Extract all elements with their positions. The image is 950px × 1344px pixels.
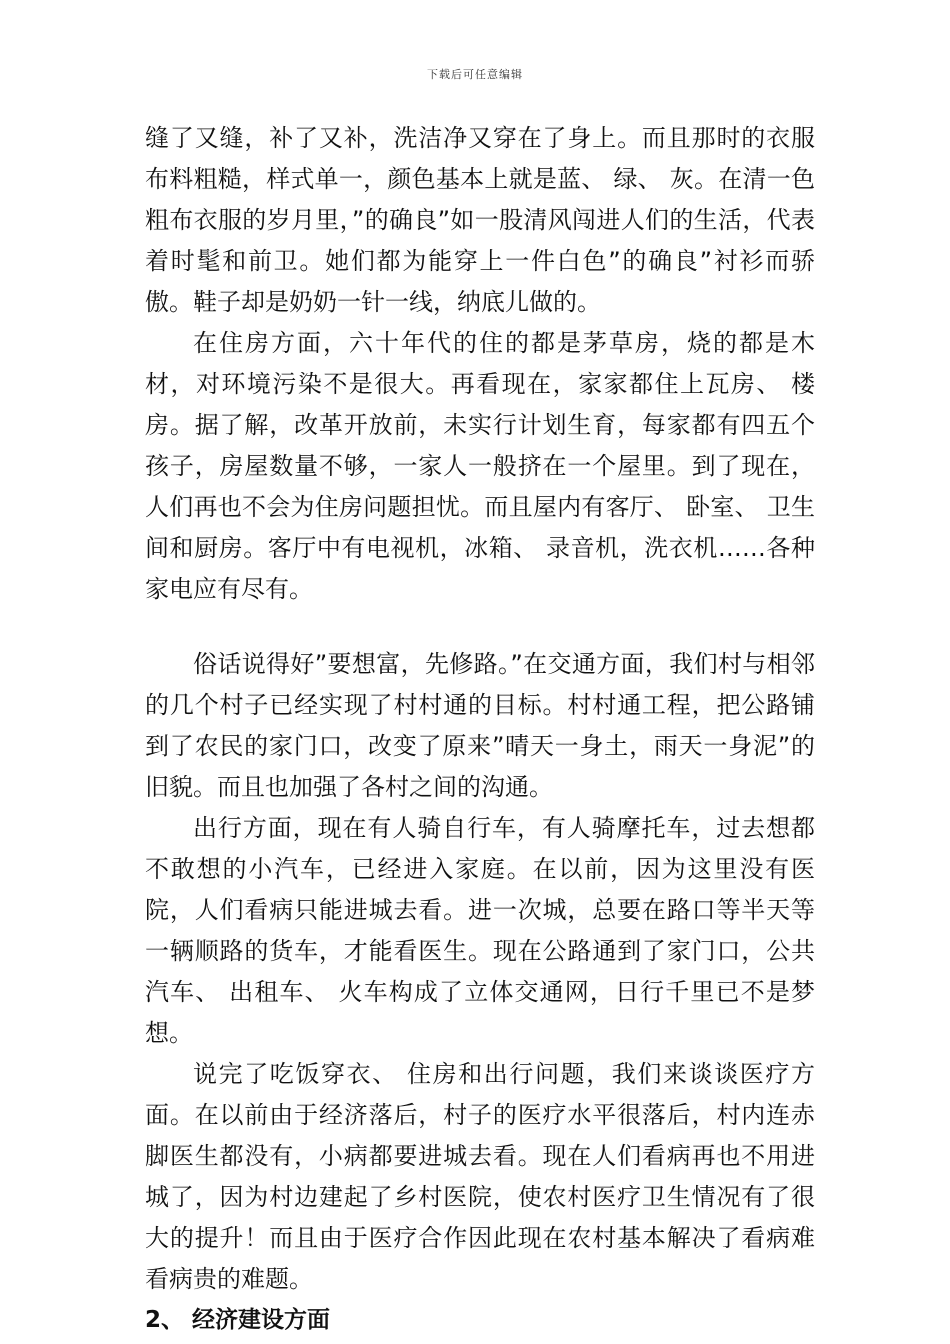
document-body [145,118,815,1341]
paragraph-housing: 在住房方面，六十年代的住的都是茅草房，烧的都是木材，对环境污染不是很大。再看现在，家家都住上瓦房、 楼房。据了解，改革开放前，未实行计划生育，每家都有四五个孩子，房屋数量不够，一家人一般挤在一个屋里。到了现在，人们再也不会为住房问题担忧。而且屋内有客厅、 卧室、 卫生间和厨房。客厅中有电视机，冰箱、 录音机，洗衣机……各种家电应有尽有。 [145,329,815,603]
paragraph-medical: 说完了吃饭穿衣、 住房和出行问题，我们来谈谈医疗方面。在以前由于经济落后，村子的医疗水平很落后，村内连赤脚医生都没有，小病都要进城去看。现在人们看病再也不用进城了，因为村边建起了乡村医院，使农村医疗卫生情况有了很大的提升！而且由于医疗合作因此现在农村基本解决了看病难看病贵的难题。 [145,1060,815,1293]
paragraph-clothing: 缝了又缝，补了又补，洗洁净又穿在了身上。而且那时的衣服布料粗糙，样式单一，颜色基本上就是蓝、 绿、 灰。在清一色粗布衣服的岁月里，”的确良”如一股清风闯进人们的生活，代表着时髦和前卫。她们都为能穿上一件白色”的确良”衬衫而骄傲。鞋子却是奶奶一针一线，纳底儿做的。 [145,124,815,316]
paragraph-transport: 俗话说得好”要想富，先修路。”在交通方面，我们村与相邻的几个村子已经实现了村村通的目标。村村通工程，把公路铺到了农民的家门口，改变了原来”晴天一身土，雨天一身泥”的旧貌。而且也加强了各村之间的沟通。 [145,650,815,801]
section-heading: 2、 经济建设方面 [145,1307,331,1333]
paragraph-travel: 出行方面，现在有人骑自行车，有人骑摩托车，过去想都不敢想的小汽车，已经进入家庭。在以前，因为这里没有医院，人们看病只能进城去看。进一次城，总要在路口等半天等一辆顺路的货车，才能看医生。现在公路通到了家门口，公共汽车、 出租车、 火车构成了立体交通网，日行千里已不是梦想。 [145,814,815,1047]
page-header: 下载后可任意编辑 [427,68,523,81]
